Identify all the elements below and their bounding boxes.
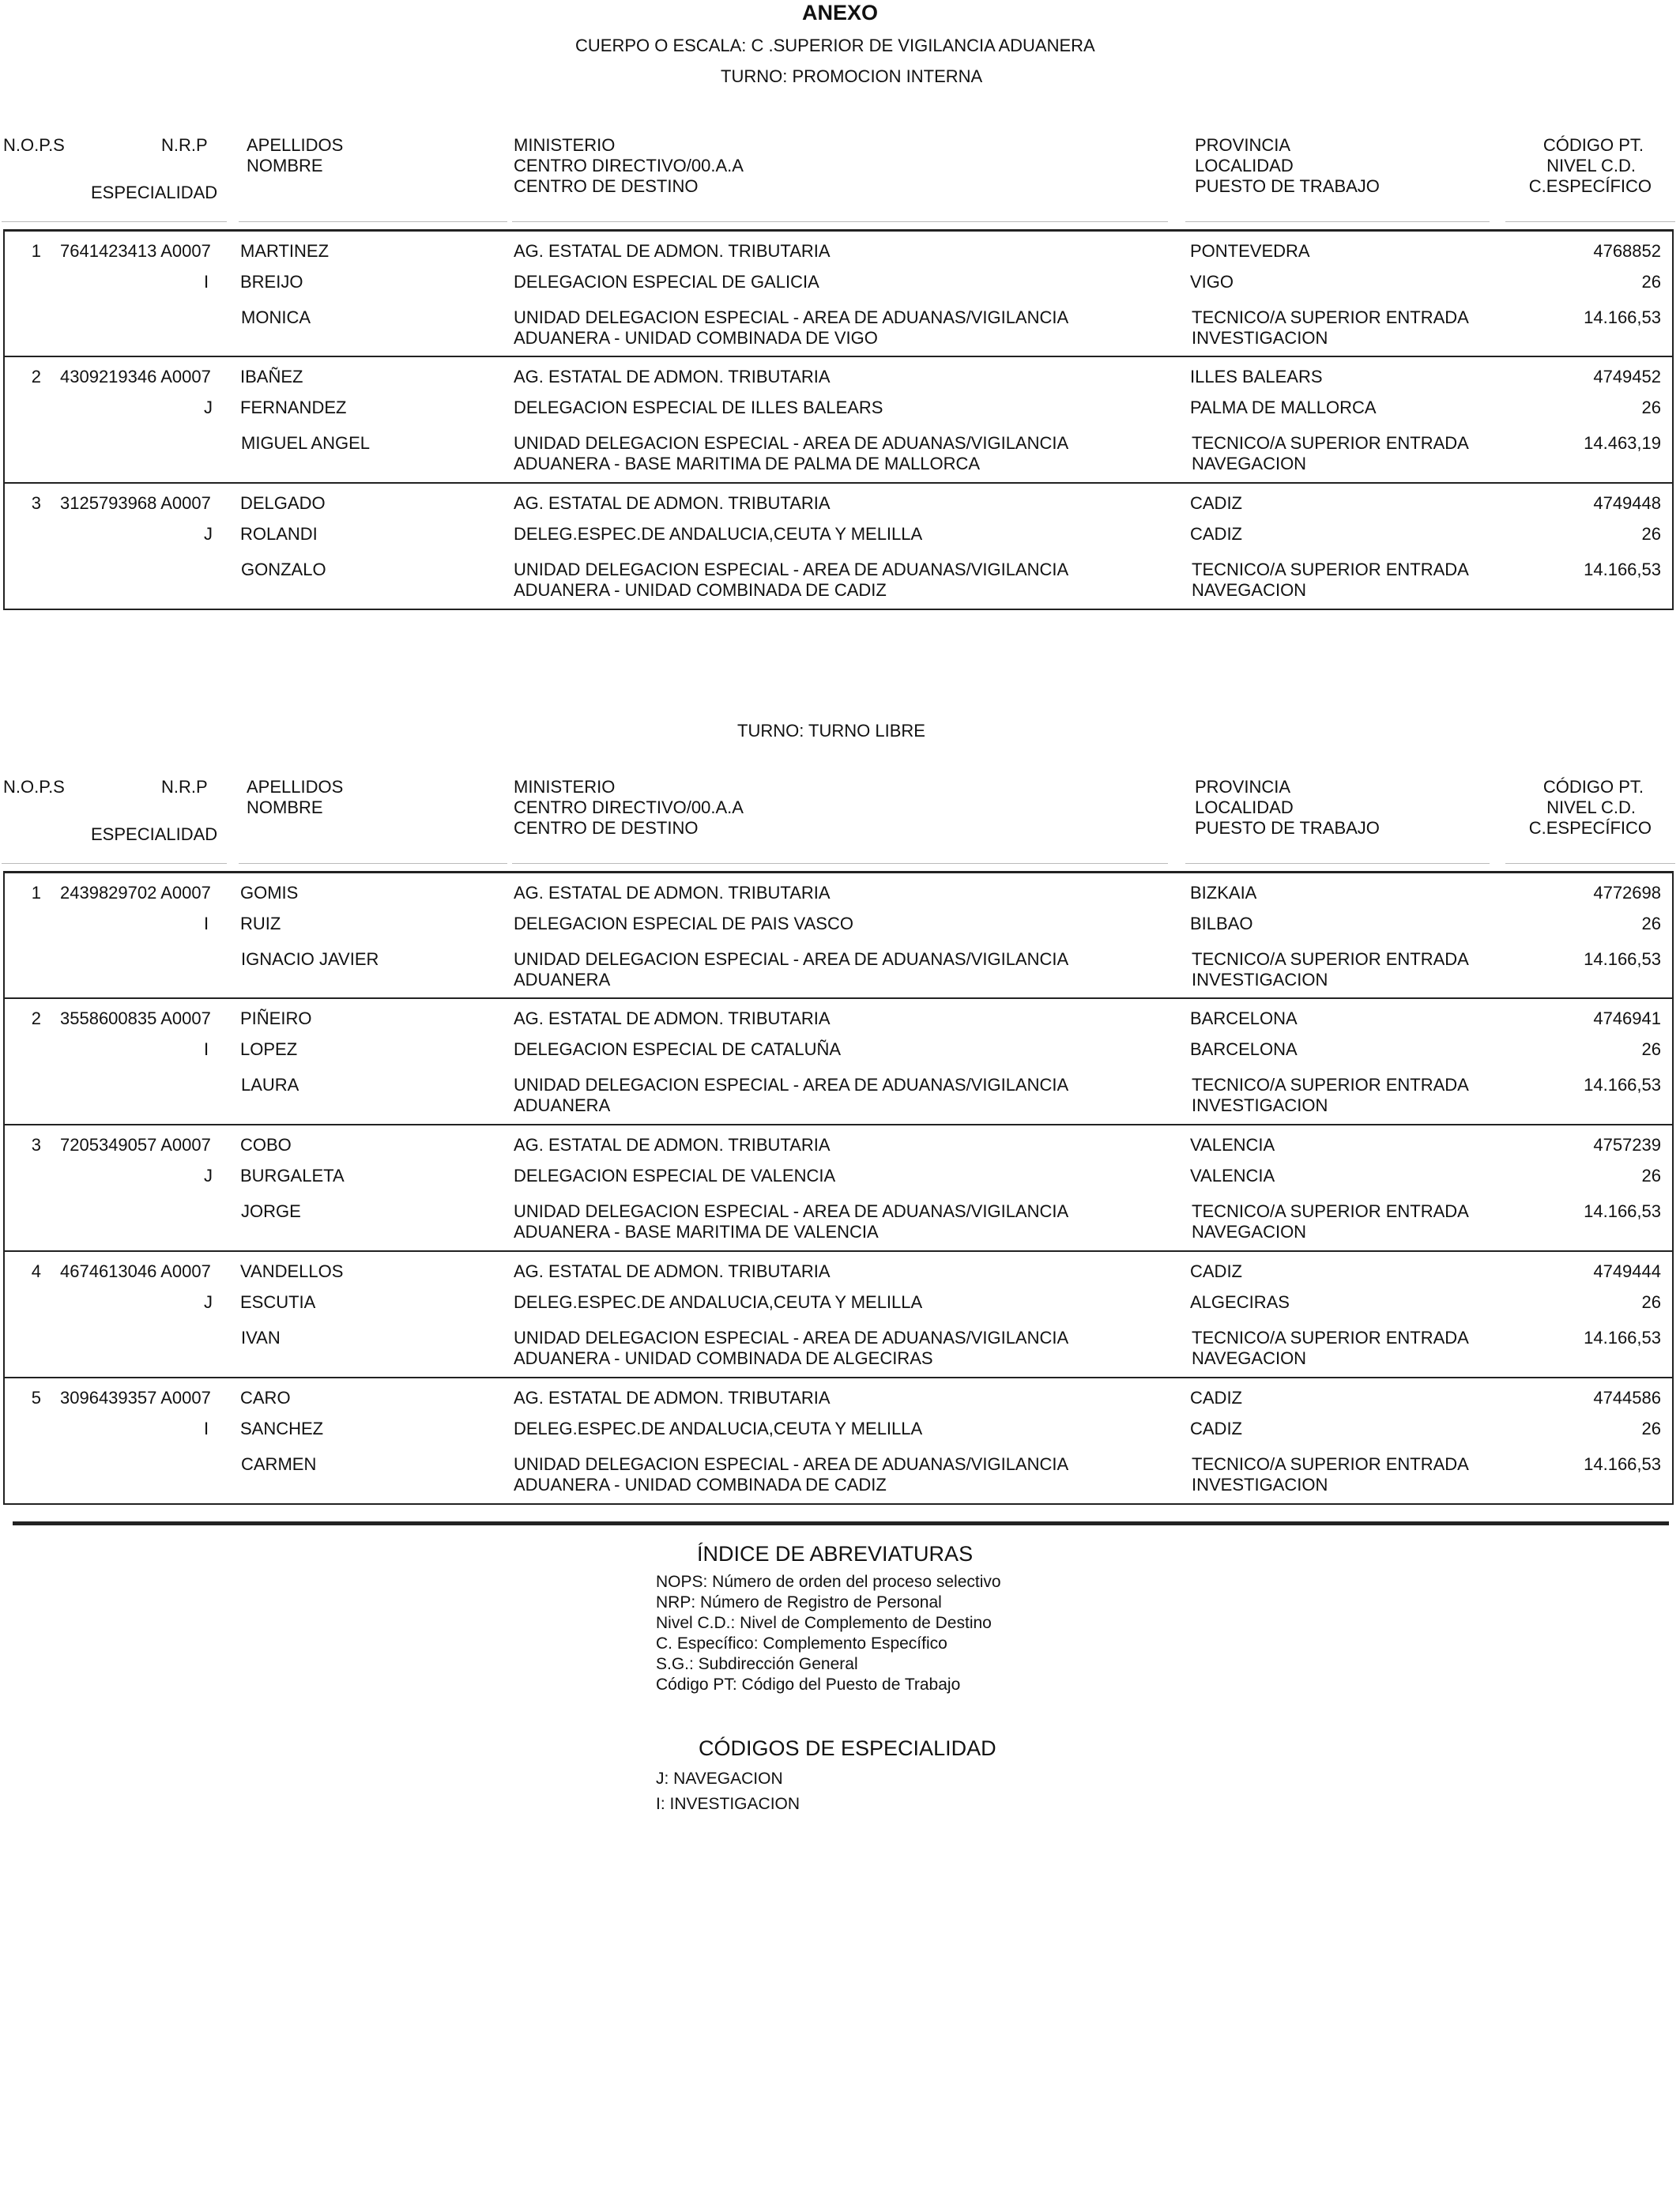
record-nivel-cd: 26 xyxy=(1641,914,1661,933)
record-codigo-pt: 4744586 xyxy=(1593,1388,1661,1408)
record-nombre: JORGE xyxy=(241,1201,301,1221)
record-puesto: TECNICO/A SUPERIOR ENTRADA xyxy=(1192,1201,1469,1221)
record-localidad: BILBAO xyxy=(1190,914,1253,933)
header-apellidos: APELLIDOS xyxy=(247,135,344,155)
header-rule xyxy=(1505,863,1675,864)
record-number: 1 xyxy=(31,241,41,261)
record-puesto: TECNICO/A SUPERIOR ENTRADA xyxy=(1192,560,1469,579)
header-nivel: NIVEL C.D. xyxy=(1546,797,1636,817)
header-rule xyxy=(2,221,227,222)
header-nrp: N.R.P xyxy=(161,135,208,155)
record-localidad: VIGO xyxy=(1190,272,1234,292)
record-provincia: CADIZ xyxy=(1190,493,1242,513)
table-row xyxy=(3,1250,1674,1378)
record-centro-directivo: DELEGACION ESPECIAL DE CATALUÑA xyxy=(514,1039,842,1059)
record-centro-directivo: DELEGACION ESPECIAL DE PAIS VASCO xyxy=(514,914,853,933)
record-ministerio: AG. ESTATAL DE ADMON. TRIBUTARIA xyxy=(514,493,831,513)
header-rule xyxy=(2,863,227,864)
record-puesto: TECNICO/A SUPERIOR ENTRADA xyxy=(1192,433,1469,453)
record-codigo-pt: 4749448 xyxy=(1593,493,1661,513)
codes-title: CÓDIGOS DE ESPECIALIDAD xyxy=(699,1736,996,1760)
header-rule xyxy=(239,863,507,864)
record-nivel-cd: 26 xyxy=(1641,272,1661,292)
record-centro-destino-line2: ADUANERA - UNIDAD COMBINADA DE ALGECIRAS xyxy=(514,1348,933,1368)
record-nrp: 4674613046 A0007 xyxy=(60,1261,211,1281)
header-ministerio: MINISTERIO xyxy=(514,777,616,797)
table-row xyxy=(3,871,1674,999)
record-number: 3 xyxy=(31,1135,41,1155)
record-ministerio: AG. ESTATAL DE ADMON. TRIBUTARIA xyxy=(514,1388,831,1408)
record-nombre: LAURA xyxy=(241,1075,299,1095)
header-nrp: N.R.P xyxy=(161,777,208,797)
record-puesto-line2: INVESTIGACION xyxy=(1192,1475,1328,1495)
record-nombre: IVAN xyxy=(241,1328,281,1348)
header-codigo: CÓDIGO PT. xyxy=(1543,135,1644,155)
record-provincia: ILLES BALEARS xyxy=(1190,367,1323,386)
record-apellido2: RUIZ xyxy=(240,914,281,933)
header-apellidos: APELLIDOS xyxy=(247,777,344,797)
header-especifico: C.ESPECÍFICO xyxy=(1528,818,1652,838)
record-apellido2: FERNANDEZ xyxy=(240,398,347,417)
record-apellido1: GOMIS xyxy=(240,883,299,903)
record-nivel-cd: 26 xyxy=(1641,1419,1661,1438)
record-especialidad: I xyxy=(204,1039,209,1059)
record-centro-destino-line2: ADUANERA - BASE MARITIMA DE PALMA DE MALLORCA xyxy=(514,454,981,473)
header-nops: N.O.P.S xyxy=(3,777,65,797)
record-apellido2: BREIJO xyxy=(240,272,303,292)
record-especialidad: J xyxy=(204,398,213,417)
header-rule xyxy=(1505,221,1675,222)
glossary-item: Código PT: Código del Puesto de Trabajo xyxy=(656,1676,961,1694)
record-centro-destino-line2: ADUANERA - UNIDAD COMBINADA DE CADIZ xyxy=(514,1475,887,1495)
table-row xyxy=(3,229,1674,357)
glossary-title: ÍNDICE DE ABREVIATURAS xyxy=(697,1542,974,1566)
record-nrp: 3096439357 A0007 xyxy=(60,1388,211,1408)
record-apellido2: BURGALETA xyxy=(240,1166,345,1186)
record-number: 5 xyxy=(31,1388,41,1408)
record-puesto: TECNICO/A SUPERIOR ENTRADA xyxy=(1192,1328,1469,1348)
record-c-especifico: 14.166,53 xyxy=(1584,307,1661,327)
record-codigo-pt: 4746941 xyxy=(1593,1008,1661,1028)
record-centro-destino-line2: ADUANERA xyxy=(514,1095,611,1115)
record-localidad: BARCELONA xyxy=(1190,1039,1298,1059)
record-apellido1: PIÑEIRO xyxy=(240,1008,312,1028)
header-centro-destino: CENTRO DE DESTINO xyxy=(514,176,699,196)
record-localidad: VALENCIA xyxy=(1190,1166,1275,1186)
turno-promocion-interna: TURNO: PROMOCION INTERNA xyxy=(721,66,983,86)
record-apellido1: COBO xyxy=(240,1135,292,1155)
header-nombre: NOMBRE xyxy=(247,156,323,175)
record-centro-destino: UNIDAD DELEGACION ESPECIAL - AREA DE ADUANAS/VIGILANCIA xyxy=(514,560,1069,579)
record-c-especifico: 14.166,53 xyxy=(1584,1454,1661,1474)
record-centro-destino: UNIDAD DELEGACION ESPECIAL - AREA DE ADUANAS/VIGILANCIA xyxy=(514,1328,1069,1348)
record-nombre: CARMEN xyxy=(241,1454,317,1474)
record-apellido1: VANDELLOS xyxy=(240,1261,344,1281)
record-apellido1: CARO xyxy=(240,1388,291,1408)
header-rule xyxy=(1185,863,1490,864)
record-puesto: TECNICO/A SUPERIOR ENTRADA xyxy=(1192,1075,1469,1095)
record-centro-directivo: DELEG.ESPEC.DE ANDALUCIA,CEUTA Y MELILLA xyxy=(514,1419,923,1438)
table-row xyxy=(3,1124,1674,1252)
record-ministerio: AG. ESTATAL DE ADMON. TRIBUTARIA xyxy=(514,367,831,386)
record-centro-destino-line2: ADUANERA - UNIDAD COMBINADA DE VIGO xyxy=(514,328,878,348)
record-centro-destino-line2: ADUANERA - UNIDAD COMBINADA DE CADIZ xyxy=(514,580,887,600)
header-nombre: NOMBRE xyxy=(247,797,323,817)
header-provincia: PROVINCIA xyxy=(1195,777,1291,797)
record-ministerio: AG. ESTATAL DE ADMON. TRIBUTARIA xyxy=(514,1008,831,1028)
record-puesto-line2: NAVEGACION xyxy=(1192,454,1307,473)
record-puesto-line2: INVESTIGACION xyxy=(1192,970,1328,990)
header-provincia: PROVINCIA xyxy=(1195,135,1291,155)
record-number: 1 xyxy=(31,883,41,903)
turno-libre: TURNO: TURNO LIBRE xyxy=(737,721,925,741)
record-number: 2 xyxy=(31,367,41,386)
record-localidad: ALGECIRAS xyxy=(1190,1292,1290,1312)
header-localidad: LOCALIDAD xyxy=(1195,797,1294,817)
record-especialidad: J xyxy=(204,1166,213,1186)
record-especialidad: J xyxy=(204,1292,213,1312)
page-title: ANEXO xyxy=(801,1,879,25)
record-apellido2: SANCHEZ xyxy=(240,1419,324,1438)
record-provincia: CADIZ xyxy=(1190,1388,1242,1408)
record-codigo-pt: 4757239 xyxy=(1593,1135,1661,1155)
record-ministerio: AG. ESTATAL DE ADMON. TRIBUTARIA xyxy=(514,241,831,261)
record-apellido1: IBAÑEZ xyxy=(240,367,303,386)
record-number: 2 xyxy=(31,1008,41,1028)
record-puesto-line2: NAVEGACION xyxy=(1192,1222,1307,1242)
record-nrp: 7641423413 A0007 xyxy=(60,241,211,261)
record-c-especifico: 14.166,53 xyxy=(1584,1075,1661,1095)
record-centro-directivo: DELEGACION ESPECIAL DE ILLES BALEARS xyxy=(514,398,883,417)
glossary-item: C. Específico: Complemento Específico xyxy=(656,1634,947,1653)
record-puesto-line2: NAVEGACION xyxy=(1192,1348,1307,1368)
record-centro-destino: UNIDAD DELEGACION ESPECIAL - AREA DE ADUANAS/VIGILANCIA xyxy=(514,433,1069,453)
record-especialidad: I xyxy=(204,1419,209,1438)
table-row xyxy=(3,997,1674,1125)
record-c-especifico: 14.166,53 xyxy=(1584,560,1661,579)
record-apellido2: ROLANDI xyxy=(240,524,318,544)
record-localidad: PALMA DE MALLORCA xyxy=(1190,398,1377,417)
record-especialidad: I xyxy=(204,914,209,933)
record-provincia: BIZKAIA xyxy=(1190,883,1257,903)
record-centro-directivo: DELEG.ESPEC.DE ANDALUCIA,CEUTA Y MELILLA xyxy=(514,1292,923,1312)
header-puesto: PUESTO DE TRABAJO xyxy=(1195,176,1380,196)
record-localidad: CADIZ xyxy=(1190,1419,1242,1438)
record-apellido1: MARTINEZ xyxy=(240,241,330,261)
header-centro-directivo: CENTRO DIRECTIVO/00.A.A xyxy=(514,797,744,817)
record-codigo-pt: 4749444 xyxy=(1593,1261,1661,1281)
glossary-item: NRP: Número de Registro de Personal xyxy=(656,1593,942,1612)
record-codigo-pt: 4768852 xyxy=(1593,241,1661,261)
table-row xyxy=(3,482,1674,610)
record-nombre: MONICA xyxy=(241,307,311,327)
header-especialidad: ESPECIALIDAD xyxy=(91,183,218,202)
record-nivel-cd: 26 xyxy=(1641,524,1661,544)
header-especialidad: ESPECIALIDAD xyxy=(91,824,218,844)
record-number: 4 xyxy=(31,1261,41,1281)
record-localidad: CADIZ xyxy=(1190,524,1242,544)
record-c-especifico: 14.166,53 xyxy=(1584,1328,1661,1348)
header-ministerio: MINISTERIO xyxy=(514,135,616,155)
record-ministerio: AG. ESTATAL DE ADMON. TRIBUTARIA xyxy=(514,1261,831,1281)
record-centro-destino: UNIDAD DELEGACION ESPECIAL - AREA DE ADUANAS/VIGILANCIA xyxy=(514,1201,1069,1221)
record-nrp: 4309219346 A0007 xyxy=(60,367,211,386)
record-puesto-line2: INVESTIGACION xyxy=(1192,1095,1328,1115)
record-nombre: GONZALO xyxy=(241,560,326,579)
record-codigo-pt: 4772698 xyxy=(1593,883,1661,903)
record-nivel-cd: 26 xyxy=(1641,1292,1661,1312)
codes-item: I: INVESTIGACION xyxy=(656,1795,800,1813)
record-centro-destino-line2: ADUANERA xyxy=(514,970,611,990)
record-nombre: IGNACIO JAVIER xyxy=(241,949,379,969)
table-row xyxy=(3,1377,1674,1505)
header-nops: N.O.P.S xyxy=(3,135,65,155)
record-puesto: TECNICO/A SUPERIOR ENTRADA xyxy=(1192,1454,1469,1474)
record-provincia: PONTEVEDRA xyxy=(1190,241,1310,261)
header-nivel: NIVEL C.D. xyxy=(1546,156,1636,175)
header-centro-directivo: CENTRO DIRECTIVO/00.A.A xyxy=(514,156,744,175)
record-centro-directivo: DELEG.ESPEC.DE ANDALUCIA,CEUTA Y MELILLA xyxy=(514,524,923,544)
record-nombre: MIGUEL ANGEL xyxy=(241,433,371,453)
header-codigo: CÓDIGO PT. xyxy=(1543,777,1644,797)
record-nivel-cd: 26 xyxy=(1641,398,1661,417)
record-number: 3 xyxy=(31,493,41,513)
record-especialidad: I xyxy=(204,272,209,292)
record-c-especifico: 14.463,19 xyxy=(1584,433,1661,453)
cuerpo-escala: CUERPO O ESCALA: C .SUPERIOR DE VIGILANCIA ADUANERA xyxy=(575,36,1095,55)
glossary-item: S.G.: Subdirección General xyxy=(656,1655,858,1673)
record-provincia: VALENCIA xyxy=(1190,1135,1275,1155)
header-rule xyxy=(512,863,1168,864)
record-centro-destino-line2: ADUANERA - BASE MARITIMA DE VALENCIA xyxy=(514,1222,879,1242)
record-provincia: CADIZ xyxy=(1190,1261,1242,1281)
record-nrp: 7205349057 A0007 xyxy=(60,1135,211,1155)
record-puesto-line2: INVESTIGACION xyxy=(1192,328,1328,348)
record-centro-directivo: DELEGACION ESPECIAL DE GALICIA xyxy=(514,272,819,292)
header-puesto: PUESTO DE TRABAJO xyxy=(1195,818,1380,838)
record-puesto-line2: NAVEGACION xyxy=(1192,580,1307,600)
record-centro-destino: UNIDAD DELEGACION ESPECIAL - AREA DE ADUANAS/VIGILANCIA xyxy=(514,1075,1069,1095)
header-rule xyxy=(239,221,507,222)
glossary-item: Nivel C.D.: Nivel de Complemento de Destino xyxy=(656,1614,992,1632)
record-ministerio: AG. ESTATAL DE ADMON. TRIBUTARIA xyxy=(514,1135,831,1155)
record-apellido1: DELGADO xyxy=(240,493,326,513)
record-provincia: BARCELONA xyxy=(1190,1008,1298,1028)
header-rule xyxy=(1185,221,1490,222)
header-localidad: LOCALIDAD xyxy=(1195,156,1294,175)
table-row xyxy=(3,356,1674,484)
record-puesto: TECNICO/A SUPERIOR ENTRADA xyxy=(1192,949,1469,969)
record-puesto: TECNICO/A SUPERIOR ENTRADA xyxy=(1192,307,1469,327)
record-centro-destino: UNIDAD DELEGACION ESPECIAL - AREA DE ADUANAS/VIGILANCIA xyxy=(514,307,1069,327)
record-codigo-pt: 4749452 xyxy=(1593,367,1661,386)
codes-item: J: NAVEGACION xyxy=(656,1770,783,1788)
header-rule xyxy=(512,221,1168,222)
record-centro-destino: UNIDAD DELEGACION ESPECIAL - AREA DE ADUANAS/VIGILANCIA xyxy=(514,949,1069,969)
record-nrp: 3125793968 A0007 xyxy=(60,493,211,513)
record-especialidad: J xyxy=(204,524,213,544)
record-c-especifico: 14.166,53 xyxy=(1584,949,1661,969)
record-nivel-cd: 26 xyxy=(1641,1039,1661,1059)
header-centro-destino: CENTRO DE DESTINO xyxy=(514,818,699,838)
section-divider xyxy=(13,1521,1669,1525)
record-centro-directivo: DELEGACION ESPECIAL DE VALENCIA xyxy=(514,1166,836,1186)
record-c-especifico: 14.166,53 xyxy=(1584,1201,1661,1221)
record-centro-destino: UNIDAD DELEGACION ESPECIAL - AREA DE ADUANAS/VIGILANCIA xyxy=(514,1454,1069,1474)
glossary-item: NOPS: Número de orden del proceso selectivo xyxy=(656,1573,1001,1591)
record-nrp: 3558600835 A0007 xyxy=(60,1008,211,1028)
record-apellido2: LOPEZ xyxy=(240,1039,298,1059)
record-nrp: 2439829702 A0007 xyxy=(60,883,211,903)
record-nivel-cd: 26 xyxy=(1641,1166,1661,1186)
record-ministerio: AG. ESTATAL DE ADMON. TRIBUTARIA xyxy=(514,883,831,903)
header-especifico: C.ESPECÍFICO xyxy=(1528,176,1652,196)
record-apellido2: ESCUTIA xyxy=(240,1292,316,1312)
